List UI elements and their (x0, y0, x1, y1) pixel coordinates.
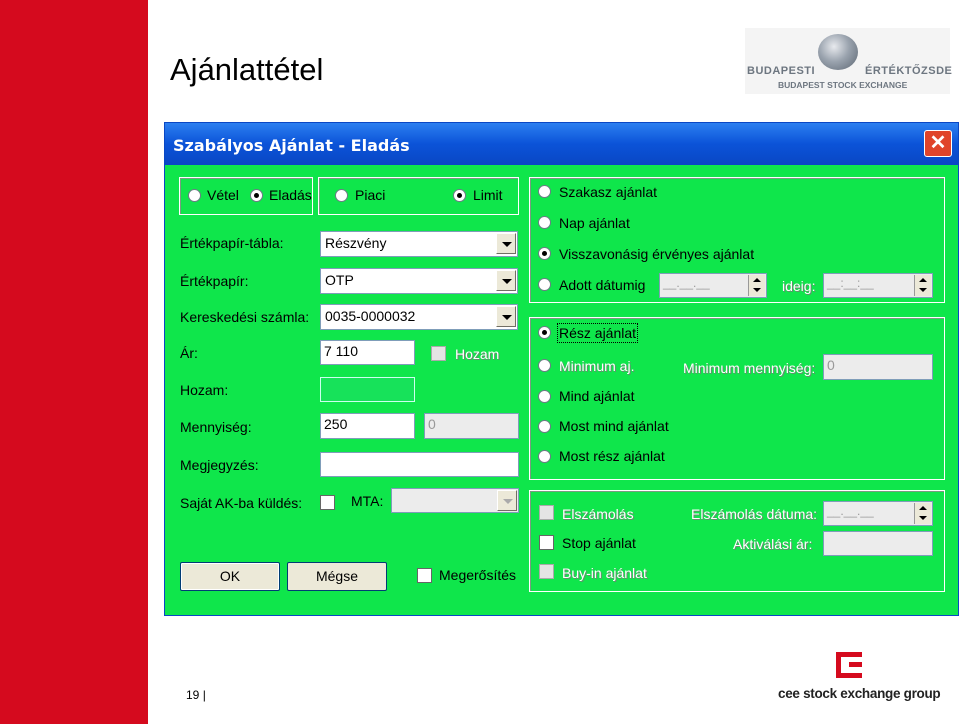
session-radio[interactable] (538, 185, 551, 198)
cancel-button[interactable]: Mégse (287, 562, 387, 591)
chevron-down-icon[interactable] (496, 306, 516, 327)
gtc-label: Visszavonásig érvényes ajánlat (559, 246, 755, 262)
own-ak-checkbox[interactable] (320, 495, 335, 510)
account-select-value: 0035-0000032 (325, 308, 416, 324)
minimum-label: Minimum aj. (559, 358, 635, 374)
slide-title: Ajánlattétel (170, 52, 324, 87)
bse-logo (745, 28, 953, 94)
red-side-bar (0, 0, 148, 724)
partial-radio[interactable] (538, 326, 551, 339)
buy-radio[interactable] (188, 189, 201, 202)
chevron-down-icon[interactable] (496, 233, 516, 254)
sell-radio[interactable] (250, 189, 263, 202)
until-date-radio[interactable] (538, 278, 551, 291)
until-date-value: __.__.__ (663, 276, 710, 290)
until-date-spinner[interactable] (659, 273, 767, 298)
quantity-label: Mennyiség: (180, 419, 252, 435)
until-date-label: Adott dátumig (559, 277, 646, 293)
all-label: Mind ajánlat (559, 388, 635, 404)
sell-label: Eladás (269, 187, 312, 203)
account-label: Kereskedési számla: (180, 309, 310, 325)
all-radio[interactable] (538, 390, 551, 403)
quantity-aux-input[interactable]: 0 (424, 413, 519, 439)
quantity-input[interactable]: 250 (320, 413, 415, 439)
yield-checkbox[interactable] (431, 346, 446, 361)
until-time-spinner[interactable] (823, 273, 933, 298)
spinner-icon[interactable] (914, 503, 931, 524)
limit-radio[interactable] (453, 189, 466, 202)
stop-label: Stop ajánlat (562, 535, 636, 551)
confirm-checkbox[interactable] (417, 568, 432, 583)
settlement-date-value: __.__.__ (827, 504, 874, 518)
buy-label: Vétel (207, 187, 239, 203)
account-select[interactable] (320, 304, 518, 330)
spinner-icon[interactable] (914, 275, 931, 296)
settlement-checkbox[interactable] (539, 505, 554, 520)
note-input[interactable] (320, 452, 519, 477)
order-dialog (164, 122, 959, 616)
limit-label: Limit (473, 187, 503, 203)
immediate-partial-label: Most rész ajánlat (559, 448, 665, 464)
note-label: Megjegyzés: (180, 457, 259, 473)
ok-button[interactable]: OK (180, 562, 280, 591)
page-number: 19 | (186, 688, 206, 702)
chevron-down-icon[interactable] (497, 490, 517, 511)
min-qty-input[interactable]: 0 (823, 354, 933, 380)
settlement-date-label: Elszámolás dátuma: (691, 506, 818, 522)
yield-input[interactable] (320, 377, 415, 402)
cee-logo-text: cee stock exchange group (778, 686, 941, 701)
activation-input[interactable] (823, 531, 933, 556)
dialog-title: Szabályos Ajánlat - Eladás (173, 136, 410, 155)
price-label: Ár: (180, 345, 198, 361)
min-qty-label: Minimum mennyiség: (683, 360, 816, 376)
spinner-icon[interactable] (748, 275, 765, 296)
minimum-radio[interactable] (538, 359, 551, 372)
logo-text-3: BUDAPEST STOCK EXCHANGE (778, 80, 908, 90)
mta-label: MTA: (351, 493, 384, 509)
market-radio[interactable] (335, 189, 348, 202)
chevron-down-icon[interactable] (496, 270, 516, 291)
security-select-value: OTP (325, 272, 354, 288)
yield-label: Hozam: (180, 382, 229, 398)
page-number-value: 19 (186, 688, 200, 702)
settlement-label: Elszámolás (562, 506, 634, 522)
cee-logo-icon (836, 652, 862, 678)
dialog-titlebar[interactable] (165, 123, 958, 165)
mta-select[interactable] (391, 488, 519, 513)
stop-checkbox[interactable] (539, 535, 554, 550)
immediate-all-label: Most mind ajánlat (559, 418, 669, 434)
own-ak-label: Saját AK-ba küldés: (180, 495, 303, 511)
logo-text-1: BUDAPESTI (747, 65, 816, 77)
table-select-value: Részvény (325, 235, 387, 251)
until-time-label: ideig: (782, 278, 816, 294)
price-input[interactable]: 7 110 (320, 340, 415, 365)
yield-checkbox-label: Hozam (455, 346, 500, 362)
session-label: Szakasz ajánlat (559, 184, 658, 200)
partial-label: Rész ajánlat (559, 325, 637, 341)
buyin-label: Buy-in ajánlat (562, 565, 647, 581)
security-label: Értékpapír: (180, 273, 249, 289)
globe-icon (818, 34, 858, 70)
day-radio[interactable] (538, 216, 551, 229)
market-label: Piaci (355, 187, 386, 203)
immediate-all-radio[interactable] (538, 420, 551, 433)
logo-text-2: ÉRTÉKTŐZSDE (865, 65, 953, 77)
close-button[interactable]: ✕ (924, 130, 952, 157)
activation-label: Aktiválási ár: (733, 536, 813, 552)
table-select[interactable] (320, 231, 518, 257)
confirm-label: Megerősítés (439, 567, 517, 583)
settlement-date-spinner[interactable] (823, 501, 933, 526)
until-time-value: __:__:__ (827, 276, 874, 290)
gtc-radio[interactable] (538, 247, 551, 260)
table-label: Értékpapír-tábla: (180, 235, 284, 251)
security-select[interactable] (320, 268, 518, 294)
day-label: Nap ajánlat (559, 215, 630, 231)
immediate-partial-radio[interactable] (538, 450, 551, 463)
buyin-checkbox[interactable] (539, 564, 554, 579)
